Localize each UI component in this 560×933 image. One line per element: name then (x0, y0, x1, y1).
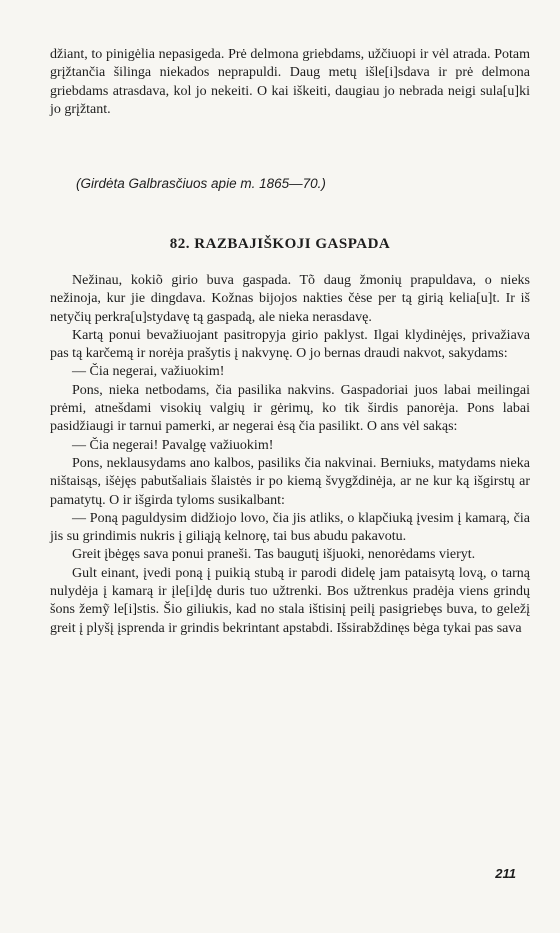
paragraph: Greit įbėgęs sava ponui praneši. Tas baugutį išjuoki, nenorėdams vieryt. (72, 547, 476, 563)
top-paragraph: džiant, to pinigėlia nepasigeda. Prė delmona griebdams, užčiuopi ir vėl atrada. Potam grįžtančia šilinga niekados neprapuldi. Daug metų išle[i]sdava ir prė delmona griebdams atrasdava, kol jo nekeiti. O kai iškeiti, daugiau jo nebrada neigi sula[u]ki jo grįžtant. (50, 47, 530, 117)
source-note: (Girdėta Galbrasčiuos apie m. 1865—70.) (76, 176, 326, 191)
paragraph: Kartą ponui bevažiuojant pasitropyja girio paklyst. Ilgai klydinėjęs, privažiava pas tą karčemą ir norėja prašytis į nakvynę. O jo bernas draudi nakvot, sakydams: (50, 327, 530, 362)
paragraph: Gult einant, įvedi poną į puikią stubą ir parodi didelę jam pataisytą lovą, o tarną nulydėja į kamarą ir įle[i]dę duris tuo užtrenki. Bos užtrenkus pradėja viens grindų šons žemỹ le[i]stis. Šio giliukis, kad no stala ištisinį peilį pasigriebęs buva, to geležį greit į plyšį įsprenda ir grindis bekrintant apstabdi. Išsirabždinęs bėga tykai pas sava (50, 565, 530, 636)
dialogue-line: — Čia negerai! Pavalgę važiuokim! (72, 437, 274, 453)
dialogue-line: — Poną paguldysim didžiojo lovo, čia jis atliks, o klapčiuką įvesim į kamarą, čia jis su grindimis nukris į giliąją kelnorę, tai bus abudu pakavotu. (50, 510, 530, 545)
paragraph: Pons, neklausydams ano kalbos, pasiliks čia nakvinai. Berniuks, matydams nieka ništaisąs, išėjęs pabutšaliais šlaistės ir po kiemą švygždinėja, ar ne kur ką išgirstų ar pamatytų. O ir išgirda tyloms susikalbant: (50, 455, 530, 508)
paragraph: Pons, nieka netbodams, čia pasilika nakvins. Gaspadoriai juos labai meilingai prėmi, atnešdami visokių valgių ir gėrimų, ko tik širdis panorėja. Pons labai pasidžiaugi ir tarnui pamerki, ar negerai ėsą čia pasilikt. O ans vėl sakąs: (50, 382, 530, 435)
story-body (50, 272, 530, 638)
page-number: 211 (495, 866, 516, 881)
story-title: 82. RAZBAJIŠKOJI GASPADA (169, 236, 391, 252)
dialogue-line: — Čia negerai, važiuokim! (72, 364, 225, 380)
paragraph: Nežinau, kokiõ girio buva gaspada. Tõ daug žmonių prapuldava, o nieks nežinoja, kur jie dingdava. Kožnas bijojos nakties čėse per tą girią kelia[u]t. Ir iš netyčių perkra[u]stydavę tą gaspadą, ale nieka nerasdavę. (50, 273, 530, 325)
